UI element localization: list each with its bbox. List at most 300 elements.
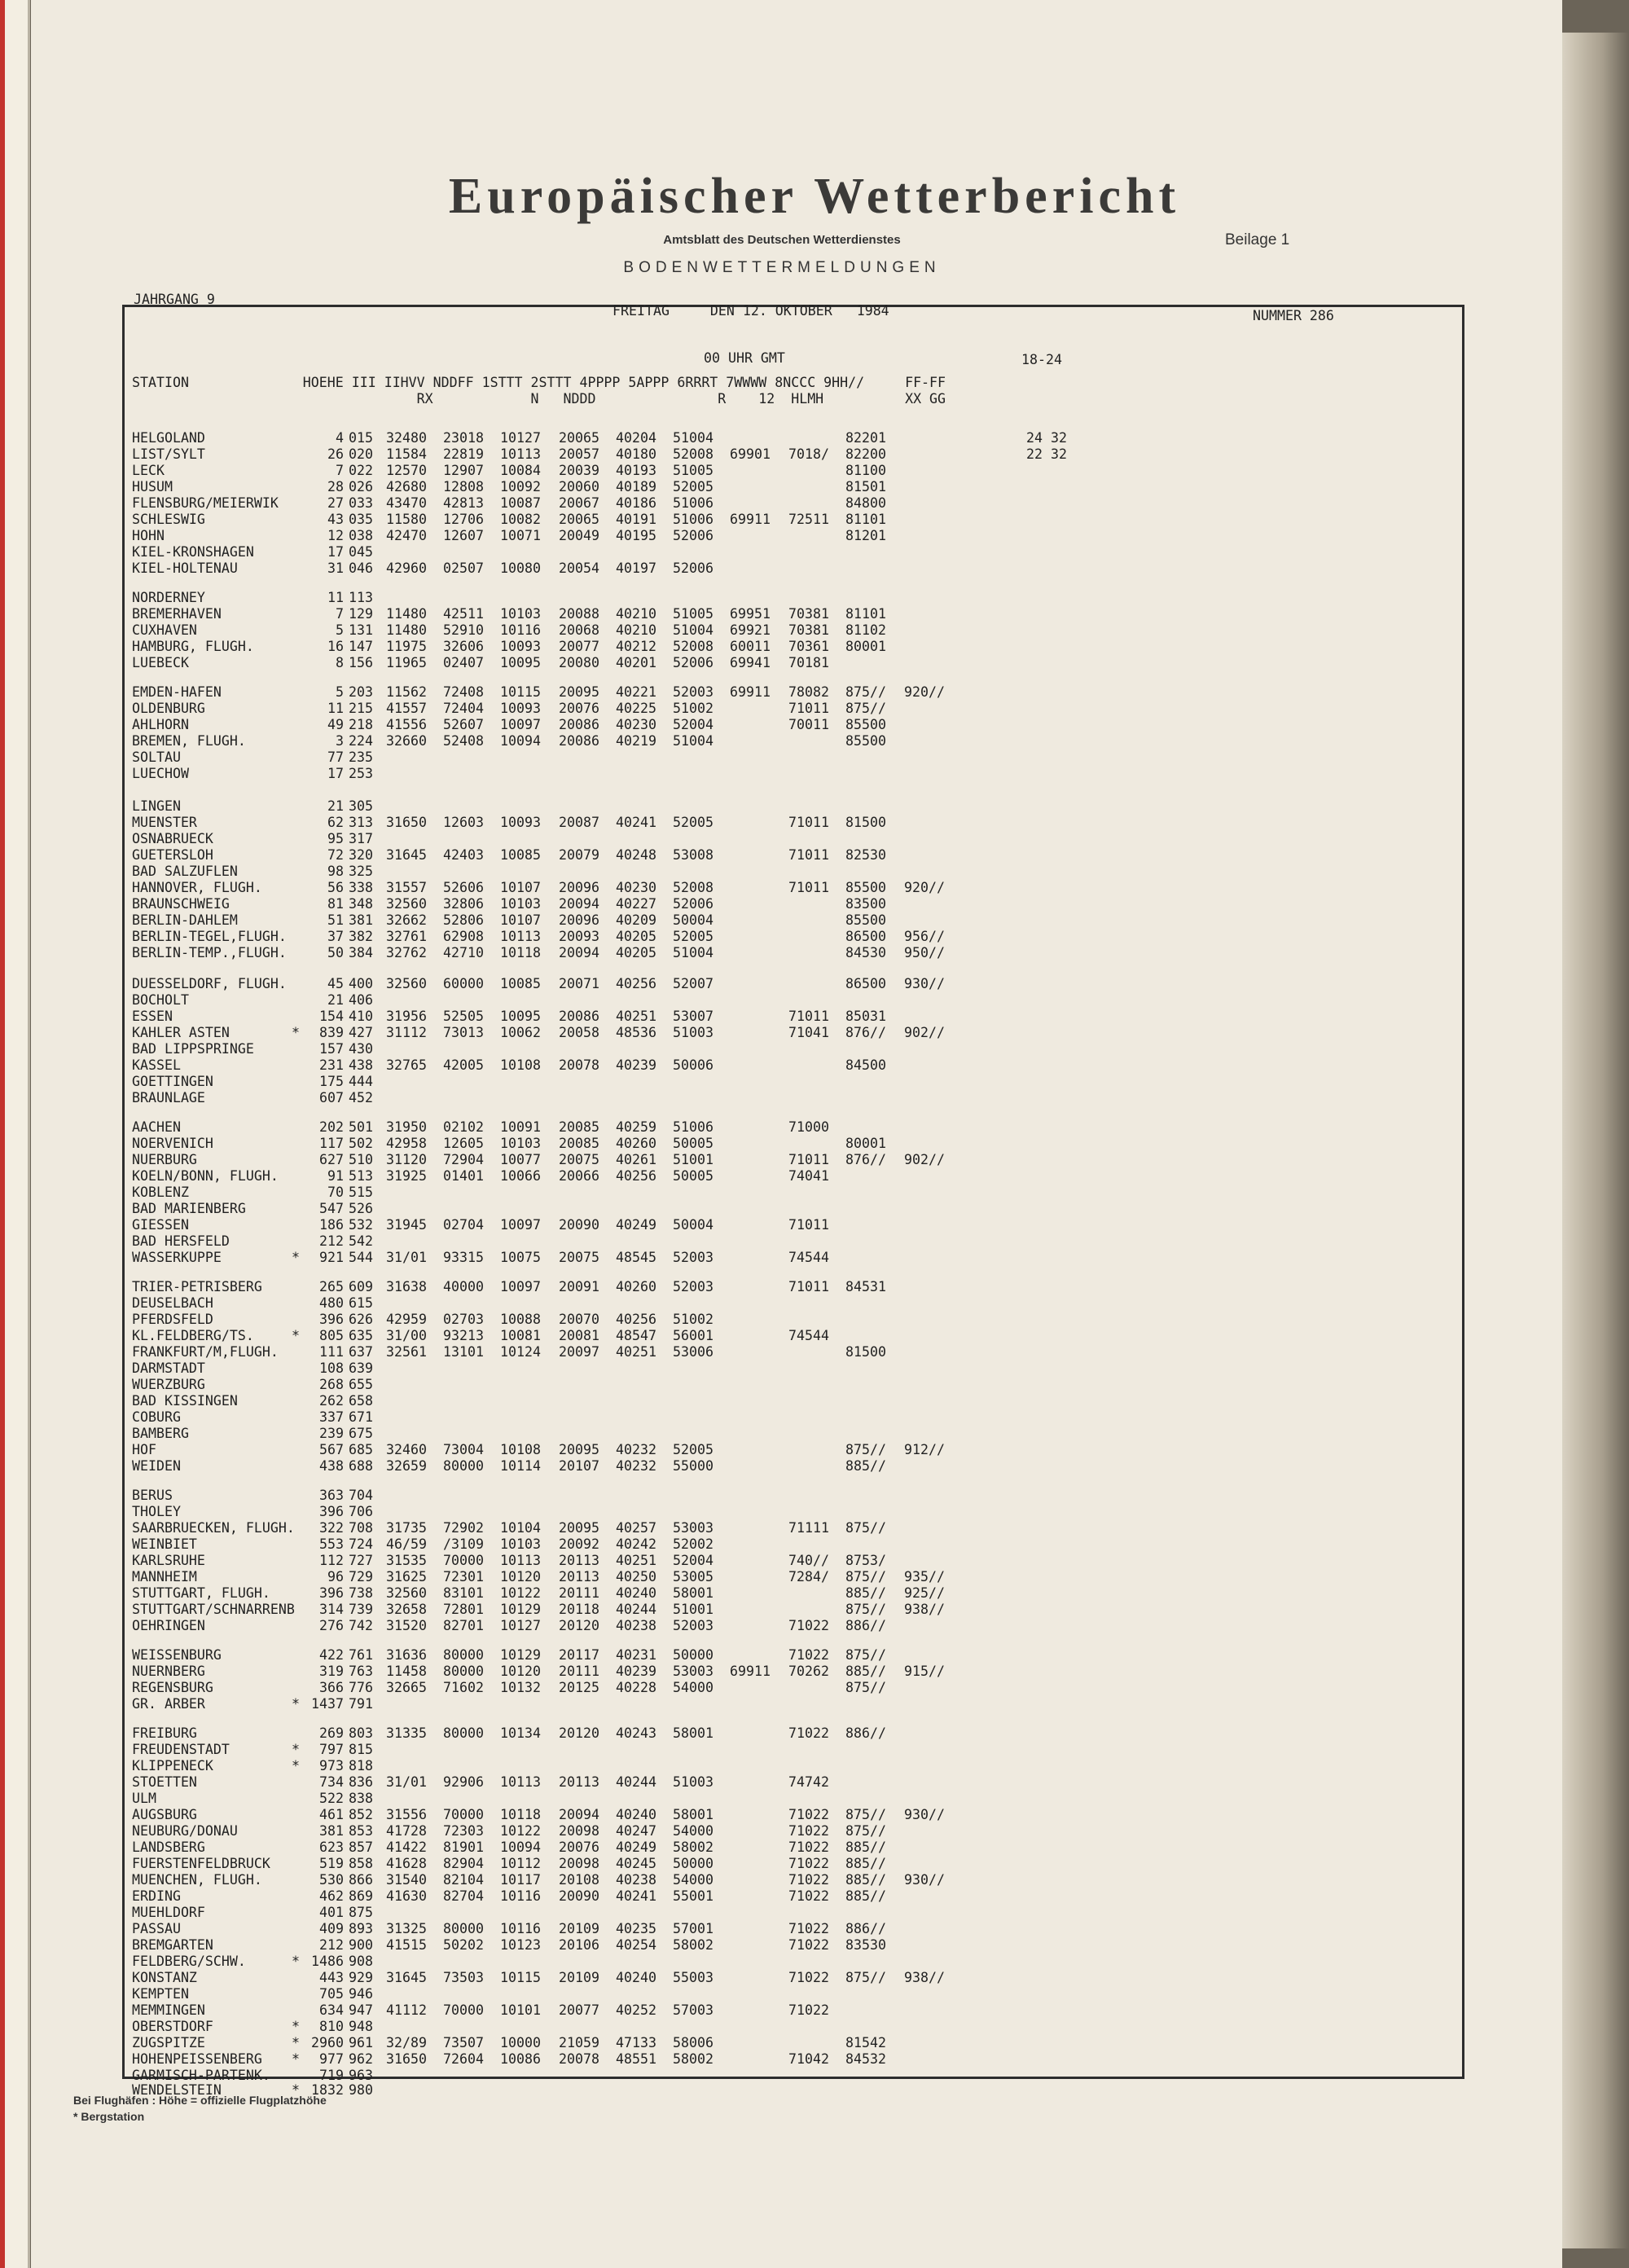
station-height: 607 (319, 1090, 344, 1105)
station-name: GIESSEN (132, 1217, 189, 1233)
station-name: ERDING (132, 1888, 181, 1904)
weather-code: 70262 (788, 1664, 829, 1679)
weather-code: 20093 (559, 929, 599, 944)
weather-code: 12907 (443, 463, 484, 478)
weather-code: 40260 (616, 1279, 656, 1294)
weather-code: 74041 (788, 1168, 829, 1184)
weather-code: 10071 (500, 528, 541, 543)
weather-code: 31645 (386, 1970, 427, 1985)
weather-code: 11975 (386, 639, 427, 654)
weather-code: 72604 (443, 2051, 484, 2067)
station-number: 156 (349, 655, 373, 670)
station-height: 56 (327, 880, 344, 895)
weather-code: 20091 (559, 1279, 599, 1294)
weather-code: 72801 (443, 1602, 484, 1617)
weather-code: 86500 (845, 976, 886, 991)
weather-code: 51002 (673, 701, 714, 716)
station-number: 852 (349, 1807, 373, 1822)
weather-code: 71022 (788, 1618, 829, 1633)
station-name: HANNOVER, FLUGH. (132, 880, 262, 895)
weather-code: 84532 (845, 2051, 886, 2067)
weather-code: 69901 (730, 446, 771, 462)
weather-code: 40247 (616, 1823, 656, 1839)
weather-code: 31950 (386, 1119, 427, 1135)
station-number: 947 (349, 2002, 373, 2018)
weather-code: 40238 (616, 1872, 656, 1888)
weather-code: 10103 (500, 1536, 541, 1552)
station-name: DEUSELBACH (132, 1295, 213, 1311)
weather-code: 69921 (730, 622, 771, 638)
station-height: 111 (319, 1344, 344, 1360)
station-number: 838 (349, 1791, 373, 1806)
station-number: 325 (349, 864, 373, 879)
station-number: 502 (349, 1136, 373, 1151)
weather-code: 40256 (616, 1168, 656, 1184)
weather-code: 885// (845, 1839, 886, 1855)
weather-code: 81500 (845, 1344, 886, 1360)
weather-code: 69951 (730, 606, 771, 622)
weather-code: 40225 (616, 701, 656, 716)
weather-code: 31557 (386, 880, 427, 895)
weather-code: 71022 (788, 1823, 829, 1839)
mountain-marker: * (292, 1250, 300, 1265)
station-number: 857 (349, 1839, 373, 1855)
weather-code: 69941 (730, 655, 771, 670)
weather-code: 80000 (443, 1921, 484, 1936)
weather-code: 10103 (500, 606, 541, 622)
station-number: 015 (349, 430, 373, 446)
weather-code: 69911 (730, 512, 771, 527)
station-name: DARMSTADT (132, 1360, 205, 1376)
station-name: GUETERSLOH (132, 847, 213, 863)
station-height: 322 (319, 1520, 344, 1536)
weather-code: 20098 (559, 1856, 599, 1871)
weather-code: 20125 (559, 1680, 599, 1695)
mountain-marker: * (292, 2082, 300, 2098)
station-name: KASSEL (132, 1057, 181, 1073)
weather-code: 8753/ (845, 1553, 886, 1568)
station-height: 27 (327, 495, 344, 511)
weather-code: 938// (904, 1602, 945, 1617)
weather-code: 81500 (845, 815, 886, 830)
station-height: 98 (327, 864, 344, 879)
station-number: 858 (349, 1856, 373, 1871)
station-name: OBERSTDORF (132, 2019, 213, 2034)
weather-code: 53007 (673, 1009, 714, 1024)
weather-code: 10116 (500, 1921, 541, 1936)
station-number: 639 (349, 1360, 373, 1376)
station-number: 727 (349, 1553, 373, 1568)
weather-code: 81542 (845, 2035, 886, 2050)
weather-code: 46/59 (386, 1536, 427, 1552)
station-number: 836 (349, 1774, 373, 1790)
station-number: 430 (349, 1041, 373, 1057)
binding-red-strip (0, 0, 5, 2268)
weather-code: 48547 (616, 1328, 656, 1343)
weather-code: 20081 (559, 1328, 599, 1343)
weather-code: 31625 (386, 1569, 427, 1585)
station-number: 038 (349, 528, 373, 543)
station-name: FRANKFURT/M,FLUGH. (132, 1344, 279, 1360)
station-number: 738 (349, 1585, 373, 1601)
station-height: 31 (327, 560, 344, 576)
station-name: AACHEN (132, 1119, 181, 1135)
weather-code: /3109 (443, 1536, 484, 1552)
station-height: 547 (319, 1201, 344, 1216)
weather-code: 12607 (443, 528, 484, 543)
station-height: 396 (319, 1504, 344, 1519)
weather-code: 58001 (673, 1585, 714, 1601)
weather-code: 20090 (559, 1888, 599, 1904)
weather-code: 875// (845, 1970, 886, 1985)
weather-code: 80000 (443, 1647, 484, 1663)
weather-code: 20113 (559, 1569, 599, 1585)
weather-code: 20092 (559, 1536, 599, 1552)
weather-code: 52005 (673, 479, 714, 494)
weather-code: 10120 (500, 1664, 541, 1679)
weather-code: 11480 (386, 622, 427, 638)
weather-code: 20090 (559, 1217, 599, 1233)
weather-code: 40241 (616, 815, 656, 830)
station-name: PFERDSFELD (132, 1312, 213, 1327)
weather-code: 10080 (500, 560, 541, 576)
weather-code: 10066 (500, 1168, 541, 1184)
weather-code: 82530 (845, 847, 886, 863)
station-number: 253 (349, 766, 373, 781)
weather-code: 81100 (845, 463, 886, 478)
weather-code: 10113 (500, 929, 541, 944)
weather-code: 20086 (559, 733, 599, 749)
station-height: 212 (319, 1233, 344, 1249)
station-number: 427 (349, 1025, 373, 1040)
station-name: EMDEN-HAFEN (132, 684, 222, 700)
station-number: 022 (349, 463, 373, 478)
station-name: KAHLER ASTEN (132, 1025, 230, 1040)
weather-code: 82701 (443, 1618, 484, 1633)
weather-code: 31/01 (386, 1250, 427, 1265)
station-height: 314 (319, 1602, 344, 1617)
weather-code: 32561 (386, 1344, 427, 1360)
weather-code: 32659 (386, 1458, 427, 1474)
weather-code: 21059 (559, 2035, 599, 2050)
weather-code: 10117 (500, 1872, 541, 1888)
station-number: 708 (349, 1520, 373, 1536)
weather-code: 20086 (559, 717, 599, 732)
weather-code: 40254 (616, 1937, 656, 1953)
weather-code: 886// (845, 1618, 886, 1633)
weather-code: 31/00 (386, 1328, 427, 1343)
weather-code: 71011 (788, 1009, 829, 1024)
station-name: PASSAU (132, 1921, 181, 1936)
weather-code: 85500 (845, 880, 886, 895)
weather-code: 40204 (616, 430, 656, 446)
station-number: 305 (349, 798, 373, 814)
station-name: FREUDENSTADT (132, 1742, 230, 1757)
station-number: 382 (349, 929, 373, 944)
weather-code: 10101 (500, 2002, 541, 2018)
weather-code: 85500 (845, 912, 886, 928)
weather-code: 50004 (673, 912, 714, 928)
station-height: 77 (327, 749, 344, 765)
station-name: NOERVENICH (132, 1136, 213, 1151)
station-number: 893 (349, 1921, 373, 1936)
station-name: LANDSBERG (132, 1839, 205, 1855)
weather-code: 42960 (386, 560, 427, 576)
weather-code: 54000 (673, 1872, 714, 1888)
station-name: BRAUNLAGE (132, 1090, 205, 1105)
station-name: LIST/SYLT (132, 446, 205, 462)
weather-code: 02703 (443, 1312, 484, 1327)
weather-code: 71022 (788, 1856, 829, 1871)
weather-code: 11562 (386, 684, 427, 700)
weather-code: 52004 (673, 1553, 714, 1568)
weather-code: 885// (845, 1458, 886, 1474)
weather-code: 20049 (559, 528, 599, 543)
weather-code: 10103 (500, 896, 541, 912)
weather-code: 52007 (673, 976, 714, 991)
weather-code: 52408 (443, 733, 484, 749)
weather-code: 82904 (443, 1856, 484, 1871)
station-height: 262 (319, 1393, 344, 1409)
station-name: STUTTGART/SCHNARRENB (132, 1602, 295, 1617)
station-height: 157 (319, 1041, 344, 1057)
station-height: 719 (319, 2068, 344, 2083)
station-name: HOHENPEISSENBERG (132, 2051, 262, 2067)
station-name: LECK (132, 463, 165, 478)
weather-code: 51005 (673, 606, 714, 622)
weather-code: 32560 (386, 976, 427, 991)
station-name: BAD LIPPSPRINGE (132, 1041, 254, 1057)
station-height: 45 (327, 976, 344, 991)
station-number: 655 (349, 1377, 373, 1392)
station-height: 839 (319, 1025, 344, 1040)
weather-code: 81102 (845, 622, 886, 638)
weather-code: 10062 (500, 1025, 541, 1040)
weather-code: 20095 (559, 684, 599, 700)
station-name: SAARBRUECKEN, FLUGH. (132, 1520, 295, 1536)
weather-code: 40256 (616, 976, 656, 991)
weather-code: 20075 (559, 1250, 599, 1265)
station-name: KOBLENZ (132, 1185, 189, 1200)
weather-code: 12603 (443, 815, 484, 830)
weather-code: 73503 (443, 1970, 484, 1985)
station-number: 542 (349, 1233, 373, 1249)
weather-code: 52003 (673, 1250, 714, 1265)
weather-code: 10092 (500, 479, 541, 494)
station-number: 224 (349, 733, 373, 749)
weather-code: 886// (845, 1921, 886, 1936)
weather-code: 42403 (443, 847, 484, 863)
station-name: HOHN (132, 528, 165, 543)
weather-code: 875// (845, 1442, 886, 1457)
weather-code: 875// (845, 1520, 886, 1536)
weather-code: 930// (904, 1872, 945, 1888)
weather-code: 43470 (386, 495, 427, 511)
weather-code: 40260 (616, 1136, 656, 1151)
weather-code: 58002 (673, 1839, 714, 1855)
weather-code: 70011 (788, 717, 829, 732)
station-height: 43 (327, 512, 344, 527)
station-name: KEMPTEN (132, 1986, 189, 2002)
station-height: 117 (319, 1136, 344, 1151)
weather-code: 20057 (559, 446, 599, 462)
station-height: 95 (327, 831, 344, 846)
weather-code: 71022 (788, 1872, 829, 1888)
weather-code: 52005 (673, 1442, 714, 1457)
weather-code: 40248 (616, 847, 656, 863)
weather-code: 40197 (616, 560, 656, 576)
weather-code: 12808 (443, 479, 484, 494)
station-number: 815 (349, 1742, 373, 1757)
weather-code: 31335 (386, 1725, 427, 1741)
weather-code: 31956 (386, 1009, 427, 1024)
station-number: 147 (349, 639, 373, 654)
station-number: 235 (349, 749, 373, 765)
weather-code: 20117 (559, 1647, 599, 1663)
weather-code: 40238 (616, 1618, 656, 1633)
weather-code: 54000 (673, 1680, 714, 1695)
weather-code: 71011 (788, 847, 829, 863)
weather-code: 01401 (443, 1168, 484, 1184)
mountain-marker: * (292, 1025, 300, 1040)
weather-code: 71011 (788, 1152, 829, 1167)
weather-code: 11965 (386, 655, 427, 670)
report-date: FREITAG DEN 12. OKTOBER 1984 (613, 303, 889, 319)
weather-code: 875// (845, 701, 886, 716)
footnote-mountain-station: * Bergstation (73, 2110, 145, 2123)
station-height: 1832 (311, 2082, 344, 2098)
weather-code: 935// (904, 1569, 945, 1585)
weather-code: 71022 (788, 1839, 829, 1855)
weather-code: 53008 (673, 847, 714, 863)
station-height: 627 (319, 1152, 344, 1167)
station-number: 739 (349, 1602, 373, 1617)
weather-code: 70361 (788, 639, 829, 654)
weather-code: 10093 (500, 815, 541, 830)
station-name: MUENSTER (132, 815, 197, 830)
weather-code: 10097 (500, 1217, 541, 1233)
weather-code: 902// (904, 1152, 945, 1167)
weather-code: 31520 (386, 1618, 427, 1633)
weather-code: 886// (845, 1725, 886, 1741)
station-number: 320 (349, 847, 373, 863)
station-height: 977 (319, 2051, 344, 2067)
weather-code: 84500 (845, 1057, 886, 1073)
weather-code: 51002 (673, 1312, 714, 1327)
station-height: 522 (319, 1791, 344, 1806)
weather-code: 40205 (616, 929, 656, 944)
weather-code: 20065 (559, 512, 599, 527)
station-name: DUESSELDORF, FLUGH. (132, 976, 287, 991)
station-number: 706 (349, 1504, 373, 1519)
weather-code: 20106 (559, 1937, 599, 1953)
station-number: 026 (349, 479, 373, 494)
weather-code: 48551 (616, 2051, 656, 2067)
station-height: 805 (319, 1328, 344, 1343)
station-name: THOLEY (132, 1504, 181, 1519)
station-name: WEISSENBURG (132, 1647, 222, 1663)
weather-code: 51006 (673, 1119, 714, 1135)
station-height: 186 (319, 1217, 344, 1233)
station-number: 658 (349, 1393, 373, 1409)
weather-code: 52008 (673, 880, 714, 895)
book-edge-shadow (1562, 33, 1629, 2248)
weather-code: 40205 (616, 945, 656, 960)
weather-code: 20094 (559, 1807, 599, 1822)
station-number: 609 (349, 1279, 373, 1294)
page-title: Europäischer Wetterbericht (448, 169, 1181, 224)
station-name: BAD KISSINGEN (132, 1393, 238, 1409)
weather-code: 10097 (500, 1279, 541, 1294)
report-time: 00 UHR GMT (704, 350, 785, 366)
weather-code: 32606 (443, 639, 484, 654)
weather-code: 85500 (845, 717, 886, 732)
weather-code: 10123 (500, 1937, 541, 1953)
weather-code: 10112 (500, 1856, 541, 1871)
weather-code: 41630 (386, 1888, 427, 1904)
station-height: 8 (336, 655, 344, 670)
weather-code: 71011 (788, 1217, 829, 1233)
weather-code: 84530 (845, 945, 886, 960)
weather-code: 31535 (386, 1553, 427, 1568)
weather-code: 40251 (616, 1009, 656, 1024)
weather-code: 72904 (443, 1152, 484, 1167)
weather-code: 22 32 (1026, 446, 1067, 462)
station-name: KIEL-HOLTENAU (132, 560, 238, 576)
weather-code: 20076 (559, 701, 599, 716)
weather-code: 40000 (443, 1279, 484, 1294)
weather-code: 10132 (500, 1680, 541, 1695)
station-height: 443 (319, 1970, 344, 1985)
station-number: 704 (349, 1488, 373, 1503)
weather-code: 22819 (443, 446, 484, 462)
weather-code: 40249 (616, 1839, 656, 1855)
station-height: 11 (327, 701, 344, 716)
station-name: MANNHEIM (132, 1569, 197, 1585)
station-height: 62 (327, 815, 344, 830)
station-name: GOETTINGEN (132, 1074, 213, 1089)
weather-code: 72408 (443, 684, 484, 700)
weather-code: 40245 (616, 1856, 656, 1871)
weather-code: 23018 (443, 430, 484, 446)
station-name: OLDENBURG (132, 701, 205, 716)
weather-code: 42680 (386, 479, 427, 494)
station-height: 91 (327, 1168, 344, 1184)
weather-code: 85500 (845, 733, 886, 749)
weather-code: 20058 (559, 1025, 599, 1040)
weather-code: 930// (904, 1807, 945, 1822)
weather-code: 80001 (845, 639, 886, 654)
weather-code: 20080 (559, 655, 599, 670)
weather-code: 71022 (788, 1921, 829, 1936)
station-name: KARLSRUHE (132, 1553, 205, 1568)
weather-code: 20111 (559, 1664, 599, 1679)
station-name: HAMBURG, FLUGH. (132, 639, 254, 654)
weather-code: 40221 (616, 684, 656, 700)
weather-code: 78082 (788, 684, 829, 700)
weather-code: 31556 (386, 1807, 427, 1822)
station-height: 17 (327, 544, 344, 560)
station-number: 452 (349, 1090, 373, 1105)
weather-code: 875// (845, 1807, 886, 1822)
weather-code: 48545 (616, 1250, 656, 1265)
jahrgang-label: JAHRGANG 9 (134, 292, 215, 307)
weather-code: 10107 (500, 880, 541, 895)
station-number: 129 (349, 606, 373, 622)
weather-code: 10093 (500, 701, 541, 716)
station-height: 37 (327, 929, 344, 944)
weather-code: 52006 (673, 655, 714, 670)
